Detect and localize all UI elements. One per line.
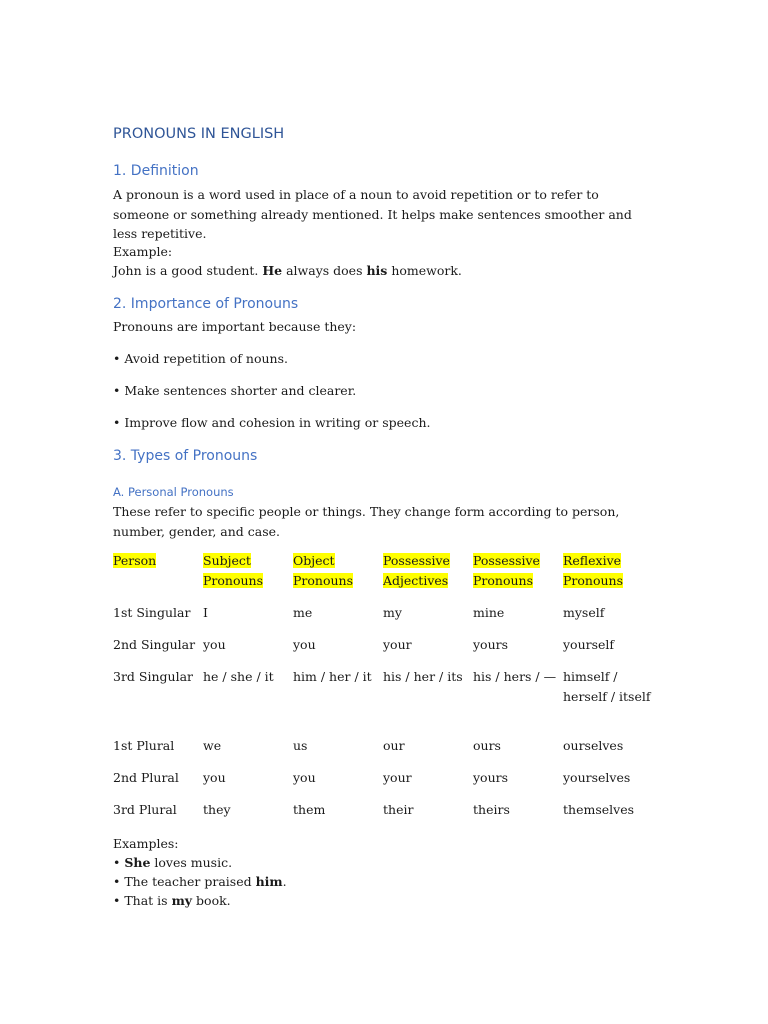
example-item (113, 872, 638, 892)
table-header-cell (203, 551, 293, 603)
example-item (113, 853, 638, 873)
table-cell: us (293, 738, 308, 753)
document-title: PRONOUNS IN ENGLISH (113, 126, 285, 142)
example-item-text: . (282, 874, 287, 889)
table-cell: they (203, 802, 231, 817)
pronoun-table (113, 551, 653, 832)
table-cell: 3rd Singular (113, 669, 193, 684)
table-cell: theirs (473, 802, 510, 817)
header-line: Pronouns (293, 572, 354, 588)
table-cell: I (203, 605, 208, 620)
table-cell: 1st Singular (113, 605, 191, 620)
table-cell: him / her / it (293, 669, 372, 684)
importance-intro: Pronouns are important because they: (113, 319, 357, 334)
table-header-cell (293, 551, 383, 603)
header-line: Possessive (473, 553, 540, 568)
example-item (113, 891, 638, 911)
header-line: Pronouns (473, 572, 534, 588)
header-line: Adjectives (383, 572, 449, 588)
section-heading-types: 3. Types of Pronouns (113, 448, 258, 464)
table-cell: yourselves (563, 770, 631, 785)
table-cell: 2nd Plural (113, 770, 179, 785)
table-cell: them (293, 802, 326, 817)
header-line: Person (113, 553, 157, 568)
table-row (113, 667, 653, 736)
subheading-personal-pronouns: A. Personal Pronouns (113, 485, 234, 499)
table-cell: themselves (563, 802, 635, 817)
table-cell: 2nd Singular (113, 637, 196, 652)
example-bold-his: his (366, 263, 388, 278)
table-cell: himself / herself / itself (563, 669, 651, 704)
table-cell: ours (473, 738, 501, 753)
header-line: Pronouns (203, 572, 264, 588)
table-row (113, 736, 653, 768)
example-item-bold: She (124, 855, 151, 870)
header-line: Possessive (383, 553, 450, 568)
table-cell: he / she / it (203, 669, 274, 684)
bullet-item: • Make sentences shorter and clearer. (113, 383, 357, 398)
table-header-row (113, 551, 653, 603)
example-text-1: John is a good student. (113, 263, 263, 278)
table-cell: me (293, 605, 313, 620)
example-bold-he: He (262, 263, 283, 278)
table-cell: my (383, 605, 402, 620)
table-header-cell (383, 551, 473, 603)
header-line: Reflexive (563, 553, 622, 568)
example-item-text: loves music. (150, 855, 233, 870)
bullet-item: • Avoid repetition of nouns. (113, 351, 288, 366)
example-label: Example: (113, 244, 173, 259)
section-heading-definition: 1. Definition (113, 163, 199, 179)
table-row (113, 768, 653, 800)
table-cell: his / her / its (383, 669, 463, 684)
example-item-bold: him (255, 874, 283, 889)
example-sentence (113, 261, 638, 281)
table-cell: you (293, 637, 316, 652)
table-cell: 1st Plural (113, 738, 175, 753)
table-cell: yours (473, 770, 509, 785)
table-cell: you (293, 770, 316, 785)
example-item-text: • The teacher praised (113, 874, 256, 889)
section-heading-importance: 2. Importance of Pronouns (113, 296, 299, 312)
table-cell: ourselves (563, 738, 624, 753)
table-row (113, 635, 653, 667)
personal-pronouns-text: These refer to specific people or things. They change form according to person, number, gender, and case. (113, 504, 620, 539)
example-item-text: • (113, 855, 125, 870)
table-cell: your (383, 770, 412, 785)
table-cell: we (203, 738, 222, 753)
table-cell: yourself (563, 637, 615, 652)
table-row (113, 800, 653, 832)
table-cell: myself (563, 605, 605, 620)
example-item-text: • That is (113, 893, 172, 908)
example-item-bold: my (171, 893, 193, 908)
example-text-2: always does (282, 263, 367, 278)
header-line: Pronouns (563, 572, 624, 588)
table-cell: yours (473, 637, 509, 652)
table-header-cell (563, 551, 653, 603)
table-cell: you (203, 637, 226, 652)
bullet-item: • Improve flow and cohesion in writing or speech. (113, 415, 431, 430)
example-text-3: homework. (387, 263, 462, 278)
table-cell: their (383, 802, 414, 817)
table-cell: our (383, 738, 405, 753)
table-cell: his / hers / — (473, 669, 557, 684)
table-cell: mine (473, 605, 505, 620)
table-cell: your (383, 637, 412, 652)
definition-text: A pronoun is a word used in place of a noun to avoid repetition or to refer to someone or something already mentioned. It helps make sentences smoother and less repetitive. (113, 187, 632, 241)
example-item-text: book. (192, 893, 231, 908)
table-row (113, 603, 653, 635)
table-header-cell (473, 551, 563, 603)
table-cell: you (203, 770, 226, 785)
header-line: Object (293, 553, 335, 568)
examples-label: Examples: (113, 836, 179, 851)
table-header-cell (113, 551, 203, 603)
header-line: Subject (203, 553, 251, 568)
table-cell: 3rd Plural (113, 802, 177, 817)
